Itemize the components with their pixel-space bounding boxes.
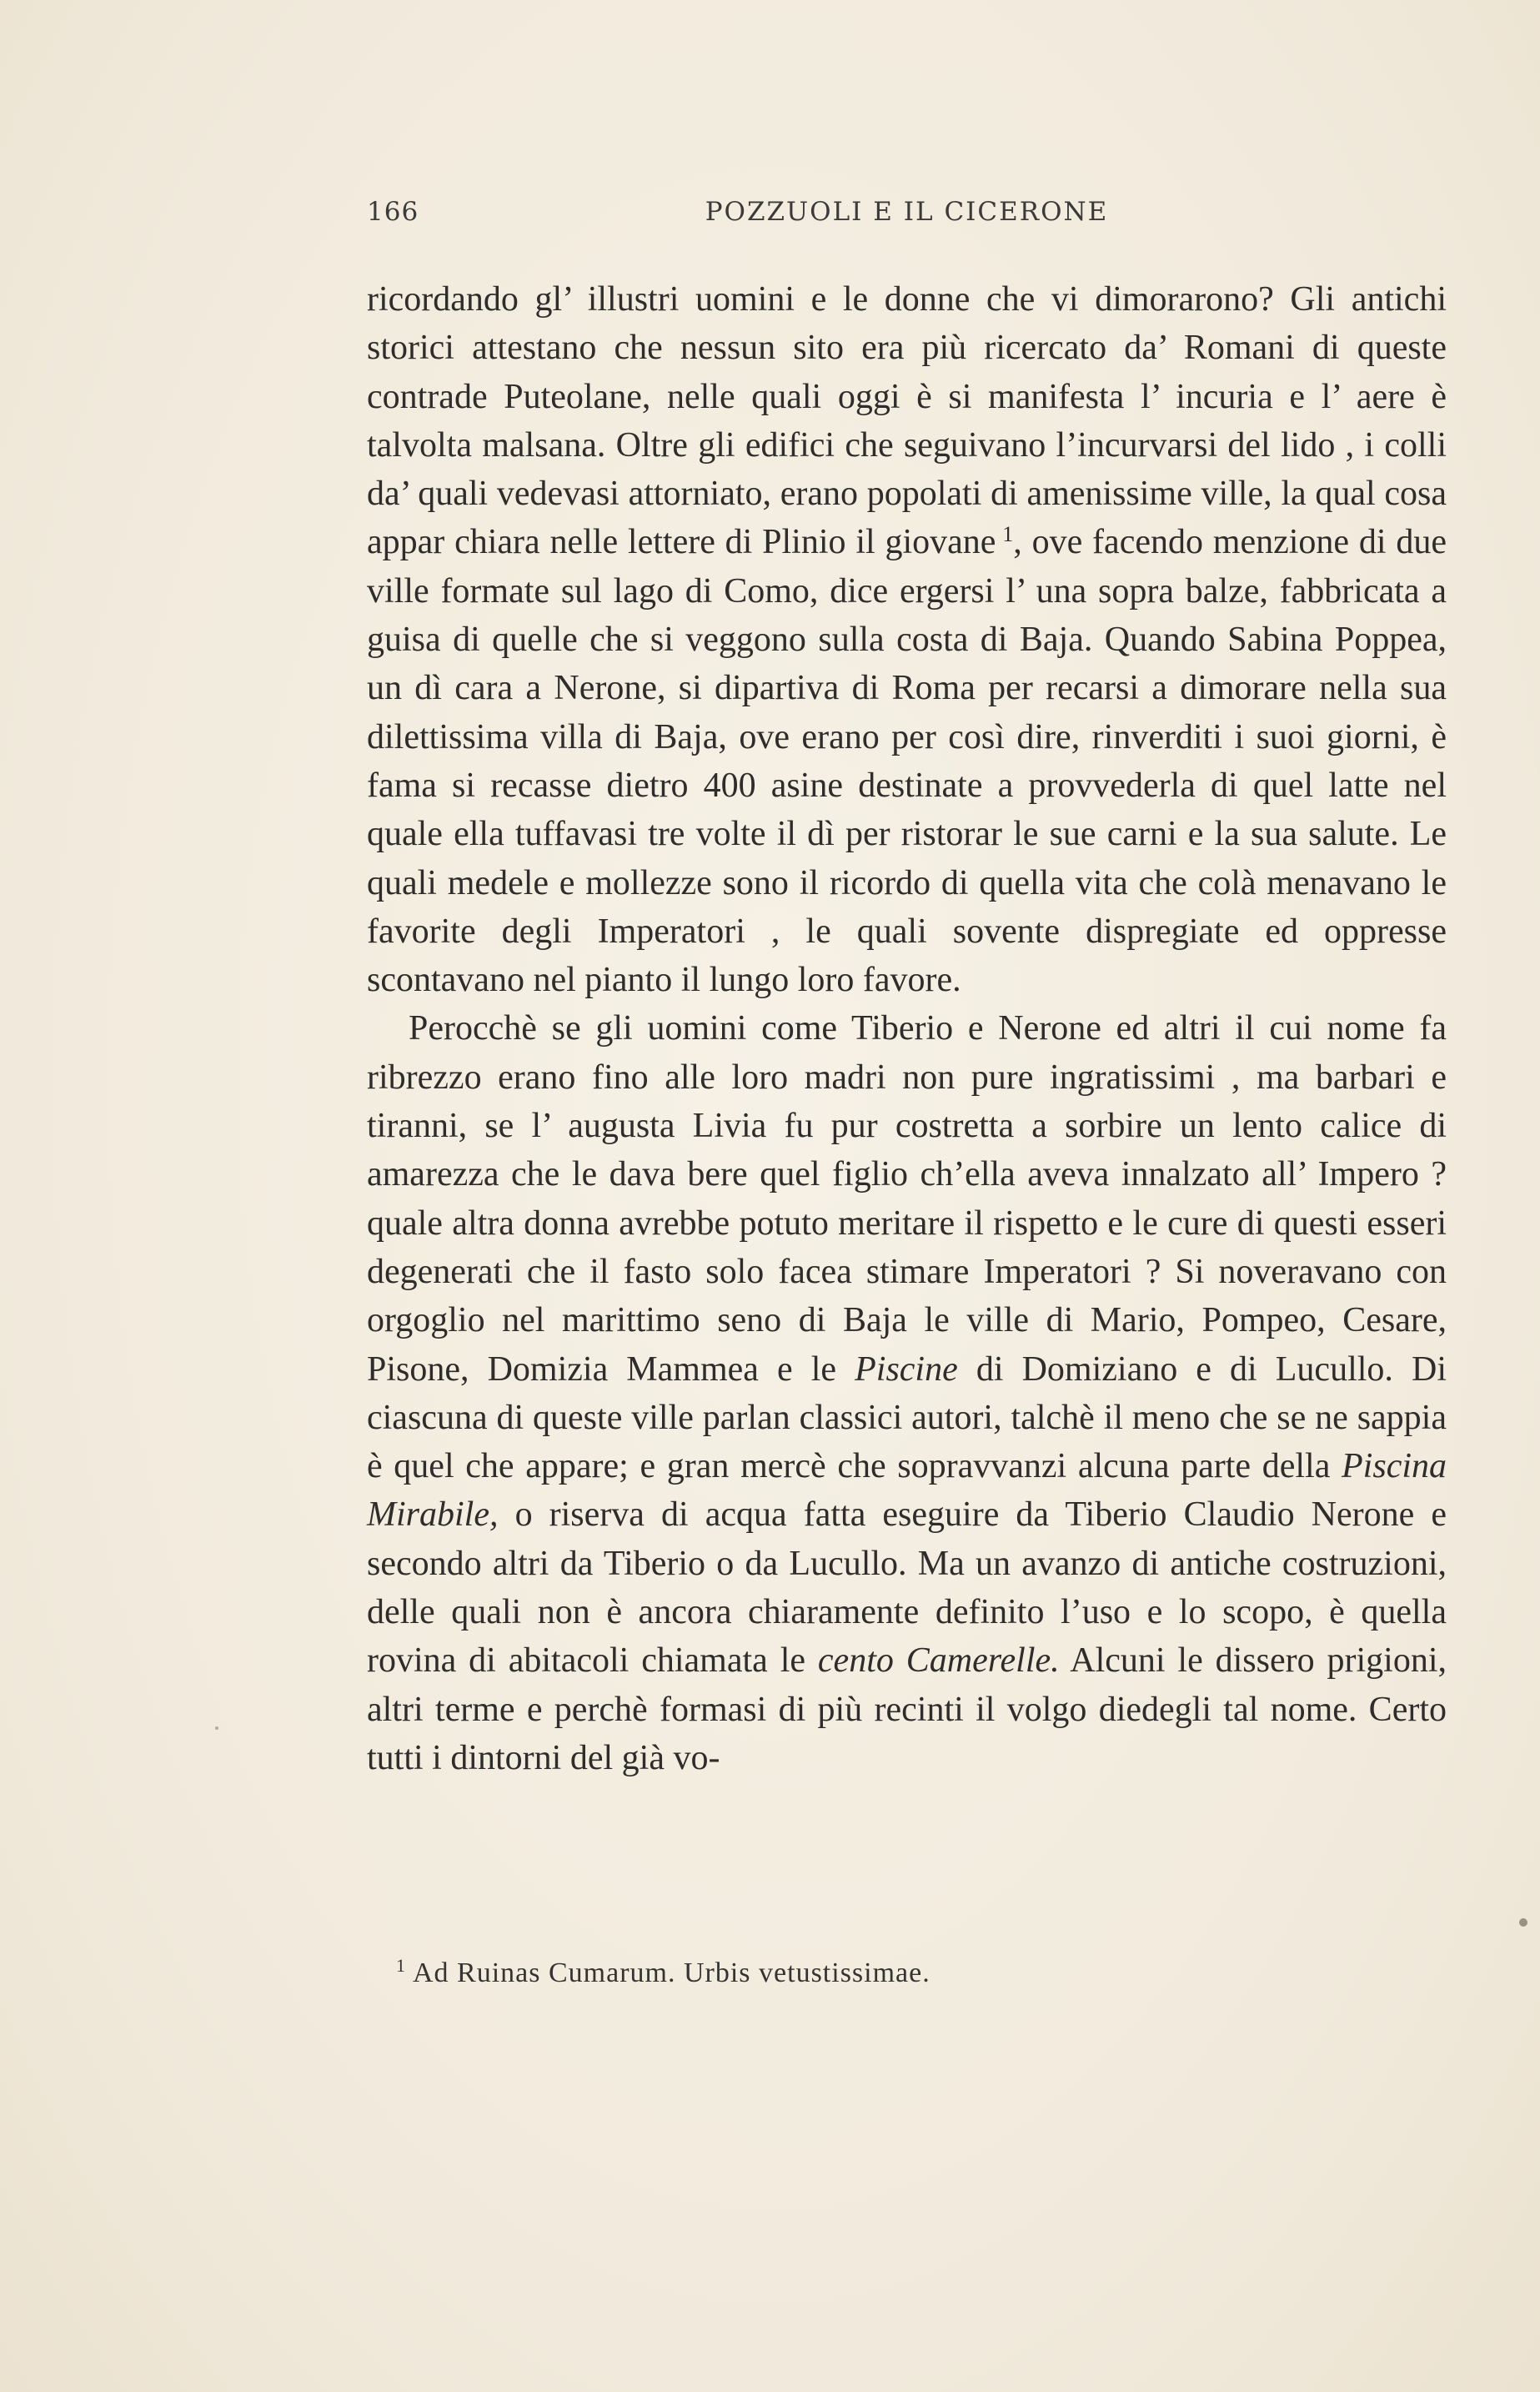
italic-piscine: Piscine [855, 1349, 958, 1389]
footnote-reference-number: 1 [1002, 522, 1014, 547]
body-text [367, 275, 1447, 1782]
page-header [367, 197, 1447, 239]
paragraph-2-text-a: Perocchè se gli uomini come Tiberio e Nerone ed altri il cui nome fa ribrezzo erano fino alle loro madri non pure ingratissimi , ma barbari e tiranni, se l’ augusta Livia fu pur costretta a sorbire un lento calice di amarezza che le dava bere quel figlio ch’ella aveva innalzato all’ Impero ? quale altra donna avrebbe potuto meritare il rispetto e le cure di questi esseri degenerati che il fasto solo facea stimare Imperatori ? Si noveravano con orgoglio nel marittimo seno di Baja le ville di Mario, Pompeo, Cesare, Pisone, Domizia Mammea e le [367, 1009, 1447, 1389]
paragraph-2-text-d: Alcuni le dissero prigioni, altri terme e perchè formasi di più recinti il volgo diedegli tal nome. Certo tutti i dintorni del già vo- [367, 1641, 1447, 1777]
footnote-text: Ad Ruinas Cumarum. Urbis vetustissimae. [413, 1957, 931, 1988]
paper-speck [1519, 1918, 1527, 1927]
italic-piscina-mirabile: Piscina Mirabile, [367, 1447, 1447, 1535]
paragraph-2-text-c: o riserva di acqua fatta eseguire da Tiberio Claudio Nerone e secondo altri da Tiberio o da Lucullo. Ma un avanzo di antiche costruzioni, delle quali non è ancora chiaramente definito l’uso e lo scopo, è quella rovina di abitacoli chiamata le [367, 1495, 1447, 1681]
footnote-mark: 1 [396, 1955, 406, 1976]
paragraph-2-text-b: di Domiziano e di Lucullo. Di ciascuna di queste ville parlan classici autori, talchè il meno che se ne sappia è quel che appare; e gran mercè che sopravvanzi alcuna parte della [367, 1349, 1447, 1486]
paragraph-1 [367, 275, 1447, 1004]
paragraph-2 [367, 1004, 1447, 1782]
paragraph-1-text-a: ricordando gl’ illustri uomini e le donne che vi dimorarono? Gli antichi storici attestano che nessun sito era più ricercato da’ Romani di queste contrade Puteolane, nelle quali oggi è si manifesta l’ incuria e l’ aere è talvolta malsana. Oltre gli edifici che seguivano l’incurvarsi del lido , i colli da’ quali vedevasi attorniato, erano popolati di amenissime ville, la qual cosa appar chiara nelle lettere di Plinio il giovane [367, 280, 1447, 562]
footnote-reference [996, 522, 1013, 546]
footnote [396, 1955, 1447, 1989]
paragraph-1-text-b: , ove facendo menzione di due ville formate sul lago di Como, dice ergersi l’ una sopra balze, fabbricata a guisa di quelle che si veggono sulla costa di Baja. Quando Sabina Poppea, un dì cara a Nerone, si dipartiva di Roma per recarsi a dimorare nella sua dilettissima villa di Baja, ove erano per così dire, rinverditi i suoi giorni, è fama si recasse dietro 400 asine destinate a provvederla di quel latte nel quale ella tuffavasi tre volte il dì per ristorar le sue carni e la sua salute. Le quali medele e mollezze sono il ricordo di quella vita che colà menavano le favorite degli Imperatori , le quali sovente dispregiate ed oppresse scontavano nel pianto il lungo loro favore. [367, 523, 1447, 1000]
running-head: POZZUOLI E IL CICERONE [705, 197, 1109, 227]
page-number: 166 [367, 197, 419, 227]
paper-speck [215, 1726, 218, 1730]
italic-cento-camerelle: cento Camerelle. [817, 1641, 1060, 1681]
